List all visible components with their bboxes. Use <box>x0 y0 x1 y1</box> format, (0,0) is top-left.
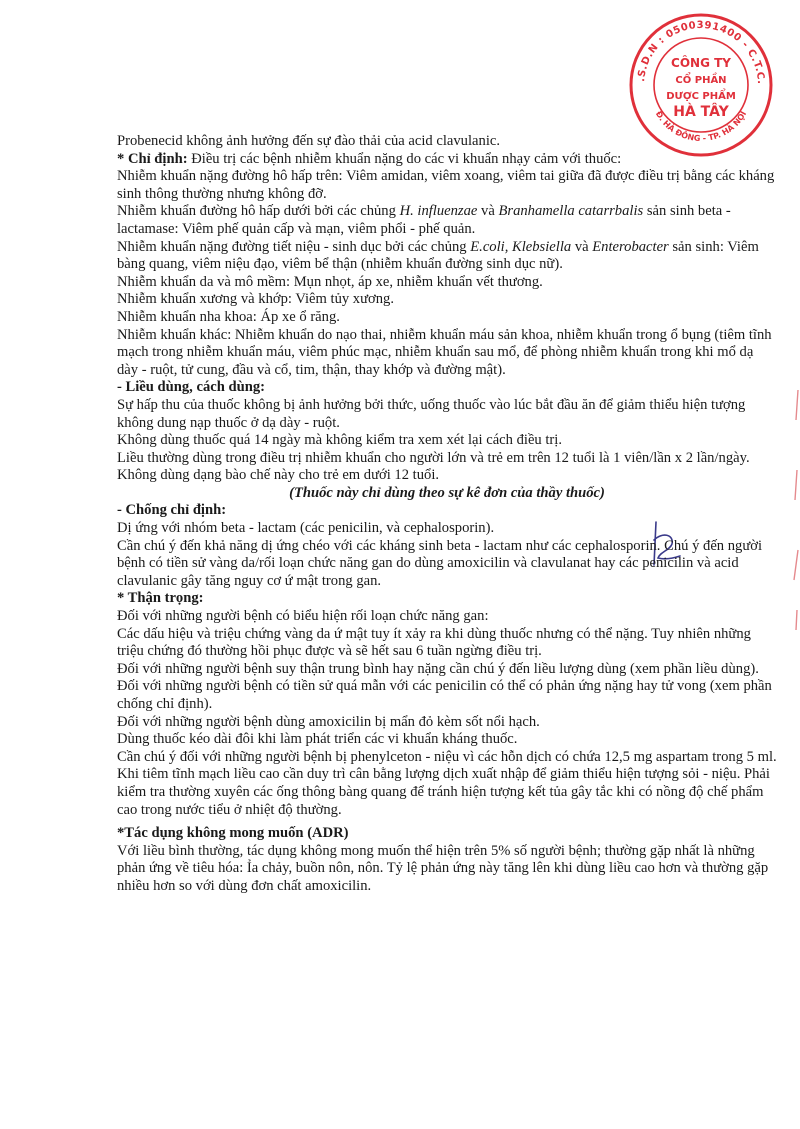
text-line: Đối với những người bệnh có biểu hiện rối loạn chức năng gan: <box>117 608 489 625</box>
text-line: Nhiễm khuẩn nha khoa: Áp xe ổ răng. <box>117 308 340 325</box>
stamp-line-3: DƯỢC PHẨM <box>666 91 736 102</box>
section-heading: *Tác dụng không mong muốn (ADR) <box>117 825 349 842</box>
text-run: Nhiễm khuẩn nặng đường tiết niệu - sinh dục bởi các chủng <box>117 238 471 255</box>
text-line: Nhiễm khuẩn khác: Nhiễm khuẩn do nạo thai, nhiễm khuẩn máu sản khoa, nhiễm khuẩn trong ổ bụng (tiêm tĩnh mạch trong nhiễm khuẩn máu, viêm phúc mạc, nhiễm khuẩn sau mổ, để phòng nhiễm khuẩn trong khi mổ dạ dày - ruột, tử cung, đầu và cổ, tim, thận, thay khớp và đường mật). <box>117 326 772 378</box>
svg-text:M.S.D.N : 0500391400 - C.T.C.P <box>626 10 766 85</box>
text-run: sản sinh: Viêm bàng quang, viêm niệu đạo, viêm bể thận (nhiễm khuẩn đường sinh dục nữ). <box>117 238 759 273</box>
text-line: Đối với những người bệnh suy thận trung bình hay nặng cần chú ý đến liều lượng dùng (xem phần liều dùng). <box>117 660 759 677</box>
text-run: và <box>477 203 499 220</box>
text-line: Đối với những người bệnh có tiền sử quá mẫn với các penicilin có thể có phản ứng nặng hay tử vong (xem phần chống chỉ định). <box>117 678 772 712</box>
text-line <box>117 203 777 238</box>
text-line: Nhiễm khuẩn xương và khớp: Viêm tủy xương. <box>117 291 394 308</box>
text-line: Không dùng dạng bào chế này cho trẻ em dưới 12 tuổi. <box>117 467 440 484</box>
text-line: Đối với những người bệnh dùng amoxicilin bị mẩn đỏ kèm sốt nổi hạch. <box>117 713 540 730</box>
text-line: Sự hấp thu của thuốc không bị ảnh hưởng bởi thức, uống thuốc vào lúc bắt đầu ăn để giảm thiểu hiện tượng không dung nạp thuốc ở dạ dày - ruột. <box>117 396 746 431</box>
text-line <box>117 239 777 274</box>
text-line: Nhiễm khuẩn nặng đường hô hấp trên: Viêm amidan, viêm xoang, viêm tai giữa đã được điều trị bằng các kháng sinh thông thường nhưng không đỡ. <box>117 168 775 202</box>
italic-term: H. influenzae <box>399 203 478 220</box>
text-line: Probenecid không ảnh hưởng đến sự đào thải của acid clavulanic. <box>117 133 500 149</box>
section-heading: * Chỉ định: <box>117 150 188 167</box>
text-line: Cần chú ý đến khả năng dị ứng chéo với các kháng sinh beta - lactam như các cephalosporin. Chú ý đến người bệnh có tiền sử vàng da/rối loạn chức năng gan do dùng amoxicilin và clavulanat hay các penicilin và acid clavulanic gây tăng nguy cơ ứ mật trong gan. <box>117 537 763 589</box>
text-line: Khi tiêm tĩnh mạch liều cao cần duy trì cân bằng lượng dịch xuất nhập để giảm thiểu hiện tượng sỏi - niệu. Phải kiểm tra thường xuyên các ống thông bàng quang để tránh hiện tượng kết tủa gây tắc khi có nồng độ chế phẩm cao trong nước tiểu ở nhiệt độ thường. <box>117 766 770 818</box>
stamp-ring-text: .S.D.N : 0500391400 - C.T.C. <box>636 19 767 85</box>
italic-term: Enterobacter <box>592 238 669 255</box>
prescription-notice: (Thuốc này chỉ dùng theo sự kê đơn của thầy thuốc) <box>289 484 605 501</box>
text-run: Nhiễm khuẩn đường hô hấp dưới bởi các chủng <box>117 203 400 220</box>
section-heading: - Chống chỉ định: <box>117 502 227 519</box>
stamp-line-1: CÔNG TY <box>671 56 731 70</box>
text-line: Nhiễm khuẩn da và mô mềm: Mụn nhọt, áp xe, nhiễm khuẩn vết thương. <box>117 273 543 290</box>
section-heading: * Thận trọng: <box>117 590 204 607</box>
text-run: sản sinh beta - lactamase: Viêm phế quản cấp và mạn, viêm phổi - phế quản. <box>117 203 731 237</box>
edge-stamp-fragment <box>788 380 800 640</box>
text-line: Dùng thuốc kéo dài đôi khi làm phát triển các vi khuẩn kháng thuốc. <box>117 731 518 748</box>
section-heading: - Liều dùng, cách dùng: <box>117 379 266 396</box>
stamp-bottom-text: Đ. HÀ ĐÔNG - TP. HÀ NỘI <box>653 109 749 144</box>
stamp-line-4: HÀ TÂY <box>673 104 729 120</box>
italic-term: Branhamella catarrbalis <box>498 203 644 220</box>
text-line: Các dấu hiệu và triệu chứng vàng da ứ mật tuy ít xảy ra khi dùng thuốc nhưng có thể nặng. Tuy nhiên những triệu chứng đó thường hồi phục được và sẽ hết sau 6 tuần ngừng điều trị. <box>117 625 751 660</box>
text-line: Với liều bình thường, tác dụng không mong muốn thể hiện trên 5% số người bệnh; thường gặp nhất là những phản ứng về tiêu hóa: Ỉa chảy, buồn nôn, nôn. Tỷ lệ phản ứng này tăng lên khi dùng liều cao hơn và thường gặp nhiều hơn so với dùng đơn chất amoxicilin. <box>117 842 769 894</box>
italic-term: E.coli, Klebsiella <box>470 238 572 255</box>
leaflet-body <box>117 133 777 896</box>
text-run: và <box>571 238 593 255</box>
text-line: Không dùng thuốc quá 14 ngày mà không kiểm tra xem xét lại cách điều trị. <box>117 432 562 449</box>
text-line: Dị ứng với nhóm beta - lactam (các penicilin, và cephalosporin). <box>117 520 495 537</box>
text-line: Điều trị các bệnh nhiễm khuẩn nặng do các vi khuẩn nhạy cảm với thuốc: <box>187 150 622 167</box>
indication-line <box>117 151 777 169</box>
text-line: Liều thường dùng trong điều trị nhiễm khuẩn cho người lớn và trẻ em trên 12 tuổi là 1 viên/lần x 2 lần/ngày. <box>117 449 750 466</box>
text-line: Cần chú ý đối với những người bệnh bị phenylceton - niệu vì các hỗn dịch có chứa 12,5 mg aspartam trong 5 ml. <box>117 748 777 765</box>
stamp-line-2: CỔ PHẦN <box>675 75 727 86</box>
